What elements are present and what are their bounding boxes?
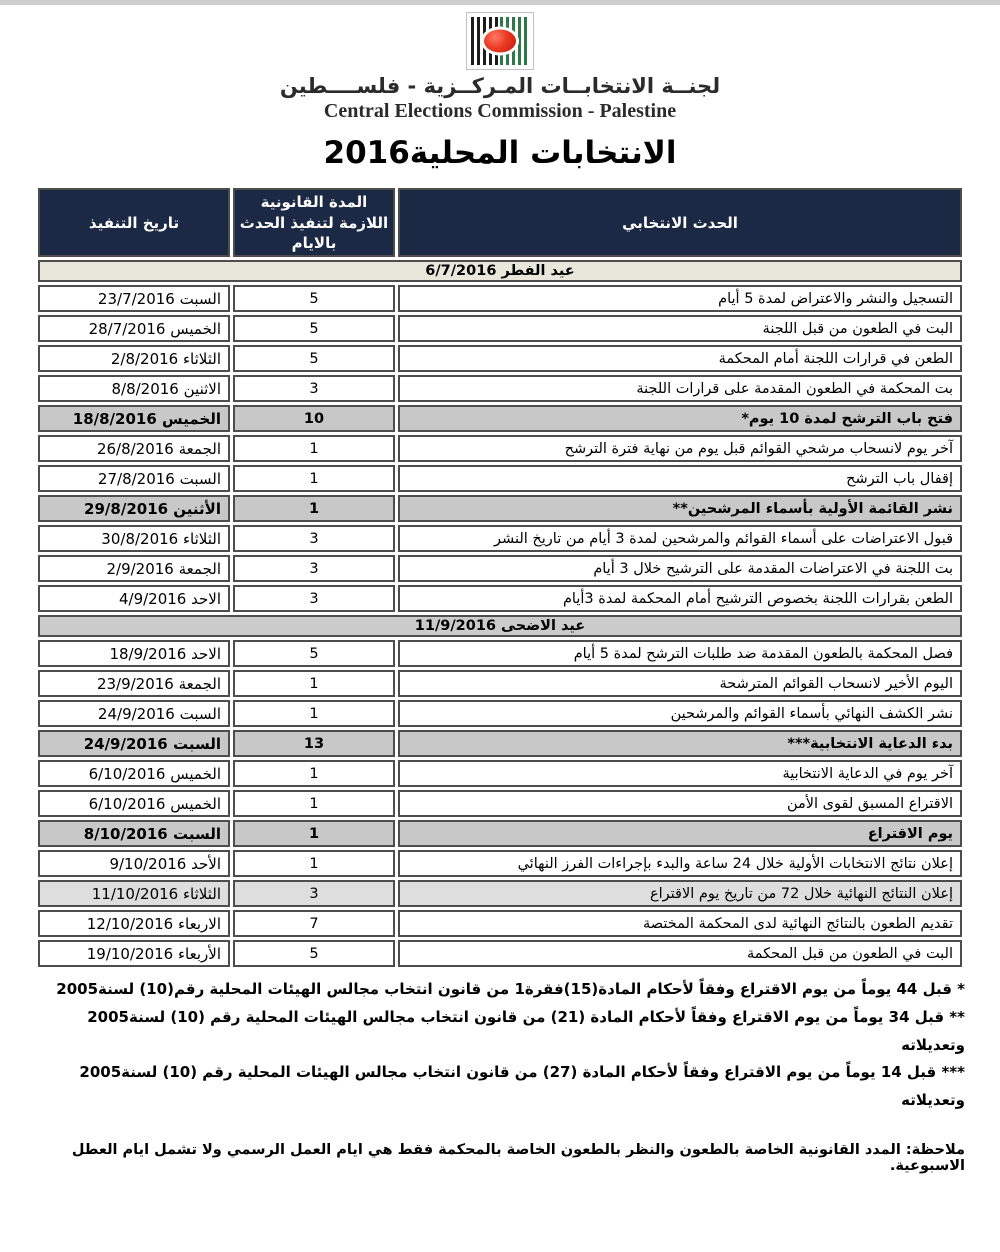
event-cell: يوم الاقتراع <box>398 820 962 847</box>
table-row <box>38 760 962 787</box>
date-cell: السبت 8/10/2016 <box>38 820 230 847</box>
elections-timeline-table <box>35 185 965 970</box>
event-cell: تقديم الطعون بالنتائج النهائية لدى المحكمة المختصة <box>398 910 962 937</box>
date-cell: الجمعة 26/8/2016 <box>38 435 230 462</box>
date-cell: السبت 24/9/2016 <box>38 700 230 727</box>
events-table-body <box>38 260 962 967</box>
date-cell: السبت 23/7/2016 <box>38 285 230 312</box>
date-cell: الخميس 18/8/2016 <box>38 405 230 432</box>
footnote-1: * قبل 44 يوماً من يوم الاقتراع وفقاً لأحكام المادة(15)فقرة1 من قانون انتخاب مجالس الهيئات المحلية رقم(10) لسنة2005 <box>56 980 965 998</box>
duration-cell: 1 <box>233 850 395 877</box>
duration-cell: 5 <box>233 640 395 667</box>
duration-cell: 5 <box>233 940 395 967</box>
table-row <box>38 820 962 847</box>
table-row <box>38 585 962 612</box>
duration-cell: 3 <box>233 585 395 612</box>
event-cell: اليوم الأخير لانسحاب القوائم المترشحة <box>398 670 962 697</box>
column-header-date: تاريخ التنفيذ <box>38 188 230 257</box>
table-header-row <box>38 188 962 257</box>
duration-cell: 13 <box>233 730 395 757</box>
logo-red-ball-icon <box>481 27 519 56</box>
table-row <box>38 375 962 402</box>
event-cell: بت اللجنة في الاعتراضات المقدمة على الترشيح خلال 3 أيام <box>398 555 962 582</box>
event-cell: آخر يوم في الدعاية الانتخابية <box>398 760 962 787</box>
date-cell: الأربعاء 19/10/2016 <box>38 940 230 967</box>
document-header <box>0 12 1000 171</box>
table-row <box>38 910 962 937</box>
event-cell: بت المحكمة في الطعون المقدمة على قرارات اللجنة <box>398 375 962 402</box>
table-row <box>38 940 962 967</box>
duration-cell: 3 <box>233 880 395 907</box>
page-top-strip <box>0 0 1000 5</box>
duration-cell: 1 <box>233 760 395 787</box>
eid-label: عيد الفطر 6/7/2016 <box>38 260 962 282</box>
event-cell: فصل المحكمة بالطعون المقدمة ضد طلبات الترشح لمدة 5 أيام <box>398 640 962 667</box>
event-cell: الاقتراع المسبق لقوى الأمن <box>398 790 962 817</box>
duration-cell: 7 <box>233 910 395 937</box>
event-cell: إعلان نتائج الانتخابات الأولية خلال 24 ساعة والبدء بإجراءات الفرز النهائي <box>398 850 962 877</box>
cec-logo-icon <box>466 12 534 70</box>
footnotes-block <box>35 976 965 1115</box>
duration-cell: 1 <box>233 790 395 817</box>
duration-cell: 5 <box>233 315 395 342</box>
table-row <box>38 880 962 907</box>
table-row <box>38 495 962 522</box>
date-cell: الخميس 6/10/2016 <box>38 790 230 817</box>
table-row <box>38 850 962 877</box>
date-cell: الجمعة 2/9/2016 <box>38 555 230 582</box>
table-row <box>38 435 962 462</box>
table-row <box>38 465 962 492</box>
event-cell: الطعن بقرارات اللجنة بخصوص الترشيح أمام المحكمة لمدة 3أيام <box>398 585 962 612</box>
table-row <box>38 640 962 667</box>
table-row <box>38 315 962 342</box>
table-row <box>38 555 962 582</box>
event-cell: قبول الاعتراضات على أسماء القوائم والمرشحين لمدة 3 أيام من تاريخ النشر <box>398 525 962 552</box>
event-cell: فتح باب الترشح لمدة 10 يوم* <box>398 405 962 432</box>
event-cell: إقفال باب الترشح <box>398 465 962 492</box>
eid-row <box>38 260 962 282</box>
date-cell: الأحد 9/10/2016 <box>38 850 230 877</box>
table-row <box>38 405 962 432</box>
event-cell: نشر القائمة الأولية بأسماء المرشحين** <box>398 495 962 522</box>
page-title: الانتخابات المحلية2016 <box>323 135 677 172</box>
date-cell: السبت 27/8/2016 <box>38 465 230 492</box>
footnote-3: *** قبل 14 يوماً من يوم الاقتراع وفقاً لأحكام المادة (27) من قانون انتخاب مجالس الهيئات المحلية رقم (10) لسنة2005 وتعديلاته <box>79 1063 965 1109</box>
duration-cell: 1 <box>233 700 395 727</box>
duration-cell: 1 <box>233 465 395 492</box>
duration-cell: 1 <box>233 495 395 522</box>
eid-label: عيد الاضحى 11/9/2016 <box>38 615 962 637</box>
date-cell: الجمعة 23/9/2016 <box>38 670 230 697</box>
table-row <box>38 670 962 697</box>
column-header-event: الحدث الانتخابي <box>398 188 962 257</box>
table-row <box>38 525 962 552</box>
table-row <box>38 345 962 372</box>
duration-cell: 1 <box>233 435 395 462</box>
duration-cell: 3 <box>233 525 395 552</box>
date-cell: السبت 24/9/2016 <box>38 730 230 757</box>
duration-cell: 5 <box>233 345 395 372</box>
duration-cell: 1 <box>233 820 395 847</box>
table-row <box>38 285 962 312</box>
column-header-duration: المدة القانونية اللازمة لتنفيذ الحدث بالايام <box>233 188 395 257</box>
duration-cell: 10 <box>233 405 395 432</box>
date-cell: الخميس 28/7/2016 <box>38 315 230 342</box>
table-row <box>38 790 962 817</box>
org-name-english: Central Elections Commission - Palestine <box>323 100 677 123</box>
duration-cell: 1 <box>233 670 395 697</box>
date-cell: الثلاثاء 30/8/2016 <box>38 525 230 552</box>
bottom-note: ملاحظة: المدد القانونية الخاصة بالطعون والنظر بالطعون الخاصة بالمحكمة فقط هي ايام العمل الرسمي ولا تشمل ايام العطل الاسبوعية. <box>71 1141 965 1174</box>
event-cell: التسجيل والنشر والاعتراض لمدة 5 أيام <box>398 285 962 312</box>
footnote-2: ** قبل 34 يوماً من يوم الاقتراع وفقاً لأحكام المادة (21) من قانون انتخاب مجالس الهيئات المحلية رقم (10) لسنة2005 وتعديلاته <box>87 1007 965 1054</box>
event-cell: الطعن في قرارات اللجنة أمام المحكمة <box>398 345 962 372</box>
table-row <box>38 730 962 757</box>
table-row <box>38 700 962 727</box>
duration-cell: 5 <box>233 285 395 312</box>
date-cell: الاحد 18/9/2016 <box>38 640 230 667</box>
event-cell: بدء الدعاية الانتخابية*** <box>398 730 962 757</box>
duration-cell: 3 <box>233 375 395 402</box>
date-cell: الأثنين 29/8/2016 <box>38 495 230 522</box>
event-cell: آخر يوم لانسحاب مرشحي القوائم قبل يوم من نهاية فترة الترشح <box>398 435 962 462</box>
event-cell: البت في الطعون من قبل المحكمة <box>398 940 962 967</box>
event-cell: نشر الكشف النهائي بأسماء القوائم والمرشحين <box>398 700 962 727</box>
eid-row <box>38 615 962 637</box>
event-cell: إعلان النتائج النهائية خلال 72 من تاريخ يوم الاقتراع <box>398 880 962 907</box>
date-cell: الخميس 6/10/2016 <box>38 760 230 787</box>
date-cell: الاحد 4/9/2016 <box>38 585 230 612</box>
duration-cell: 3 <box>233 555 395 582</box>
event-cell: البت في الطعون من قبل اللجنة <box>398 315 962 342</box>
date-cell: الاربعاء 12/10/2016 <box>38 910 230 937</box>
date-cell: الثلاثاء 2/8/2016 <box>38 345 230 372</box>
date-cell: الاثنين 8/8/2016 <box>38 375 230 402</box>
org-name-arabic: لجنــة الانتخابــات المـركــزية - فلســــطين <box>279 74 721 98</box>
date-cell: الثلاثاء 11/10/2016 <box>38 880 230 907</box>
